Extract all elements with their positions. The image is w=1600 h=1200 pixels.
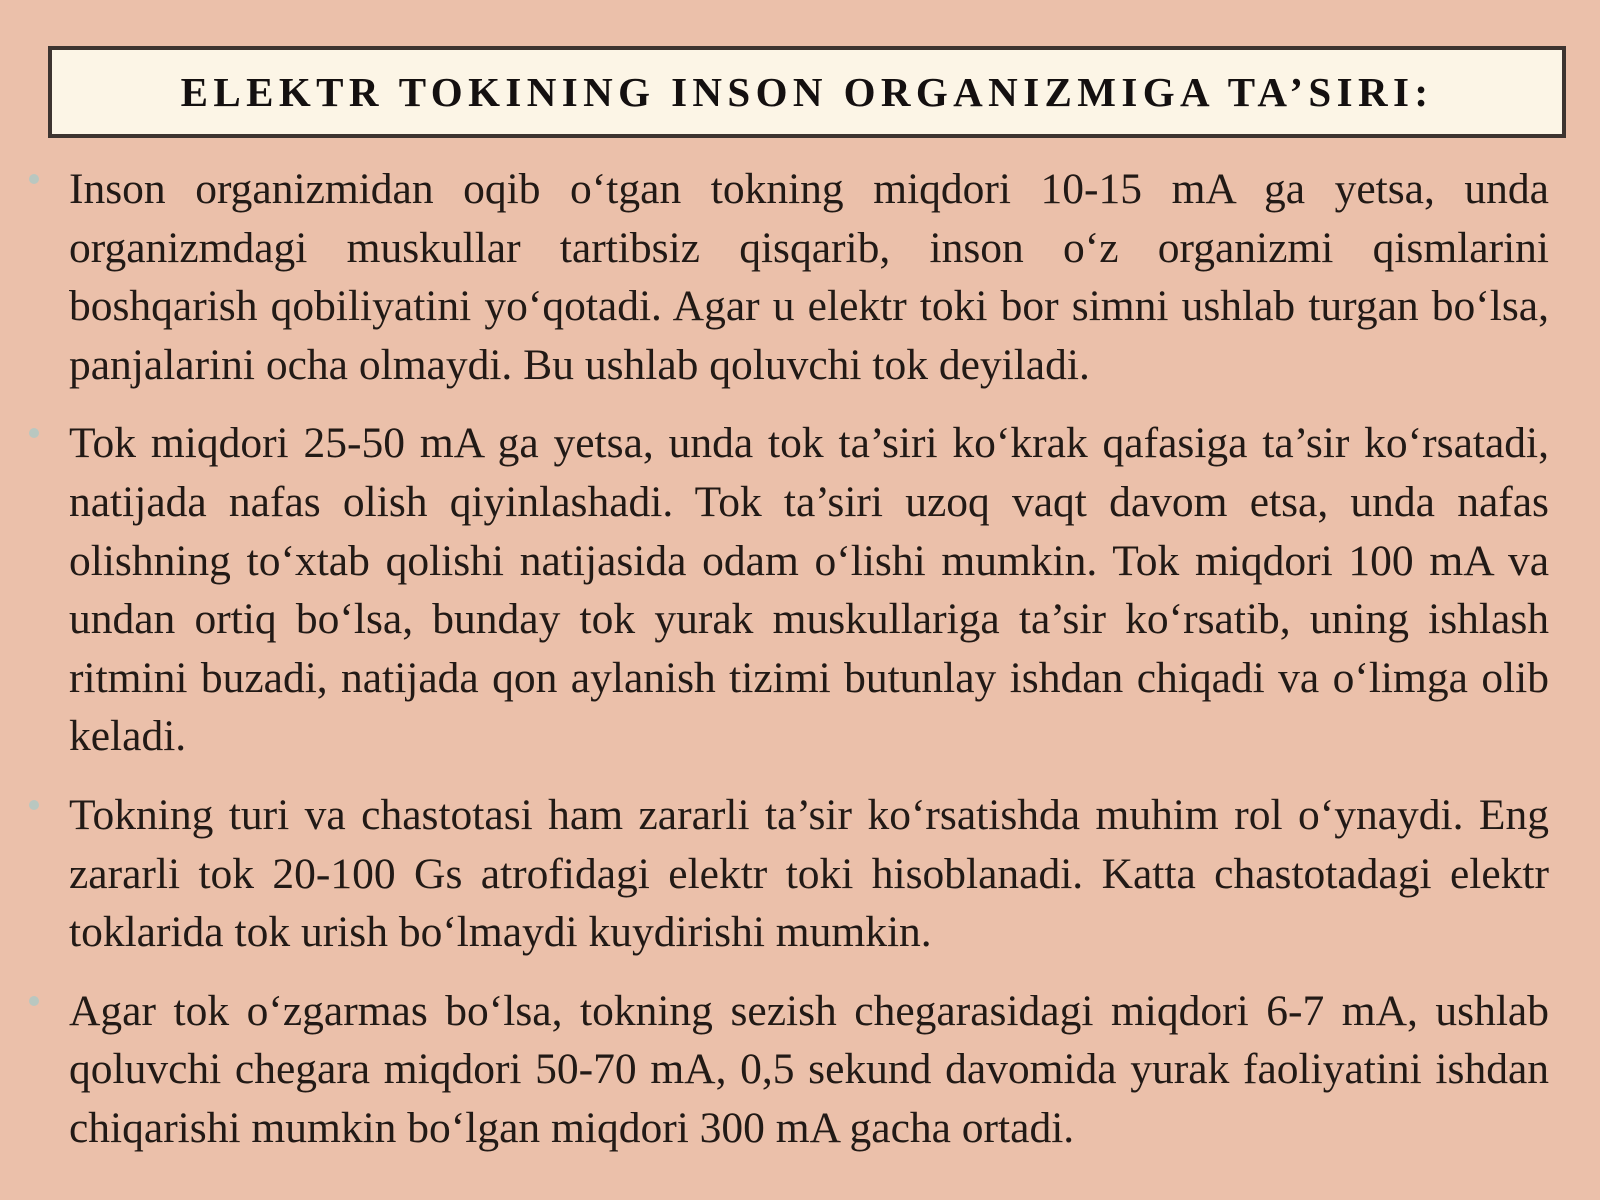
bullet-dot-icon bbox=[29, 428, 39, 438]
bullet-text: Inson organizmidan oqib o‘tgan tokning miqdori 10-15 mA ga yetsa, unda organizmdagi muskullar tartibsiz qisqarib, inson o‘z organizmi qismlarini boshqarish qobiliyatini yo‘qotadi. Agar u elektr toki bor simni ushlab turgan bo‘lsa, panjalarini ocha olmaydi. Bu ushlab qoluvchi tok deyiladi. bbox=[69, 165, 1549, 389]
bullet-list bbox=[0, 160, 1600, 1178]
slide-title-box bbox=[48, 46, 1566, 138]
bullet-dot-icon bbox=[29, 174, 39, 184]
bullet-item bbox=[69, 160, 1549, 394]
bullet-dot-icon bbox=[29, 800, 39, 810]
bullet-item bbox=[69, 982, 1549, 1158]
bullet-dot-icon bbox=[29, 996, 39, 1006]
bullet-text: Tok miqdori 25-50 mA ga yetsa, unda tok ta’siri ko‘krak qafasiga ta’sir ko‘rsatadi, natijada nafas olish qiyinlashadi. Tok ta’siri uzoq vaqt davom etsa, unda nafas olishning to‘xtab qolishi natijasida odam o‘lishi mumkin. Tok miqdori 100 mA va undan ortiq bo‘lsa, bunday tok yurak muskullariga ta’sir ko‘rsatib, uning ishlash ritmini buzadi, natijada qon aylanish tizimi butunlay ishdan chiqadi va o‘limga olib keladi. bbox=[69, 419, 1549, 761]
bullet-item bbox=[69, 786, 1549, 962]
bullet-text: Tokning turi va chastotasi ham zararli ta’sir ko‘rsatishda muhim rol o‘ynaydi. Eng zararli tok 20-100 Gs atrofidagi elektr toki hisoblanadi. Katta chastotadagi elektr toklarida tok urish bo‘lmaydi kuydirishi mumkin. bbox=[69, 790, 1549, 957]
bullet-item bbox=[69, 414, 1549, 766]
bullet-text: Agar tok o‘zgarmas bo‘lsa, tokning sezish chegarasidagi miqdori 6-7 mA, ushlab qoluvchi chegara miqdori 50-70 mA, 0,5 sekund davomida yurak faoliyatini ishdan chiqarishi mumkin bo‘lgan miqdori 300 mA gacha ortadi. bbox=[69, 986, 1549, 1152]
slide-title: ELEKTR TOKINING INSON ORGANIZMIGA TA’SIRI: bbox=[180, 69, 1434, 115]
